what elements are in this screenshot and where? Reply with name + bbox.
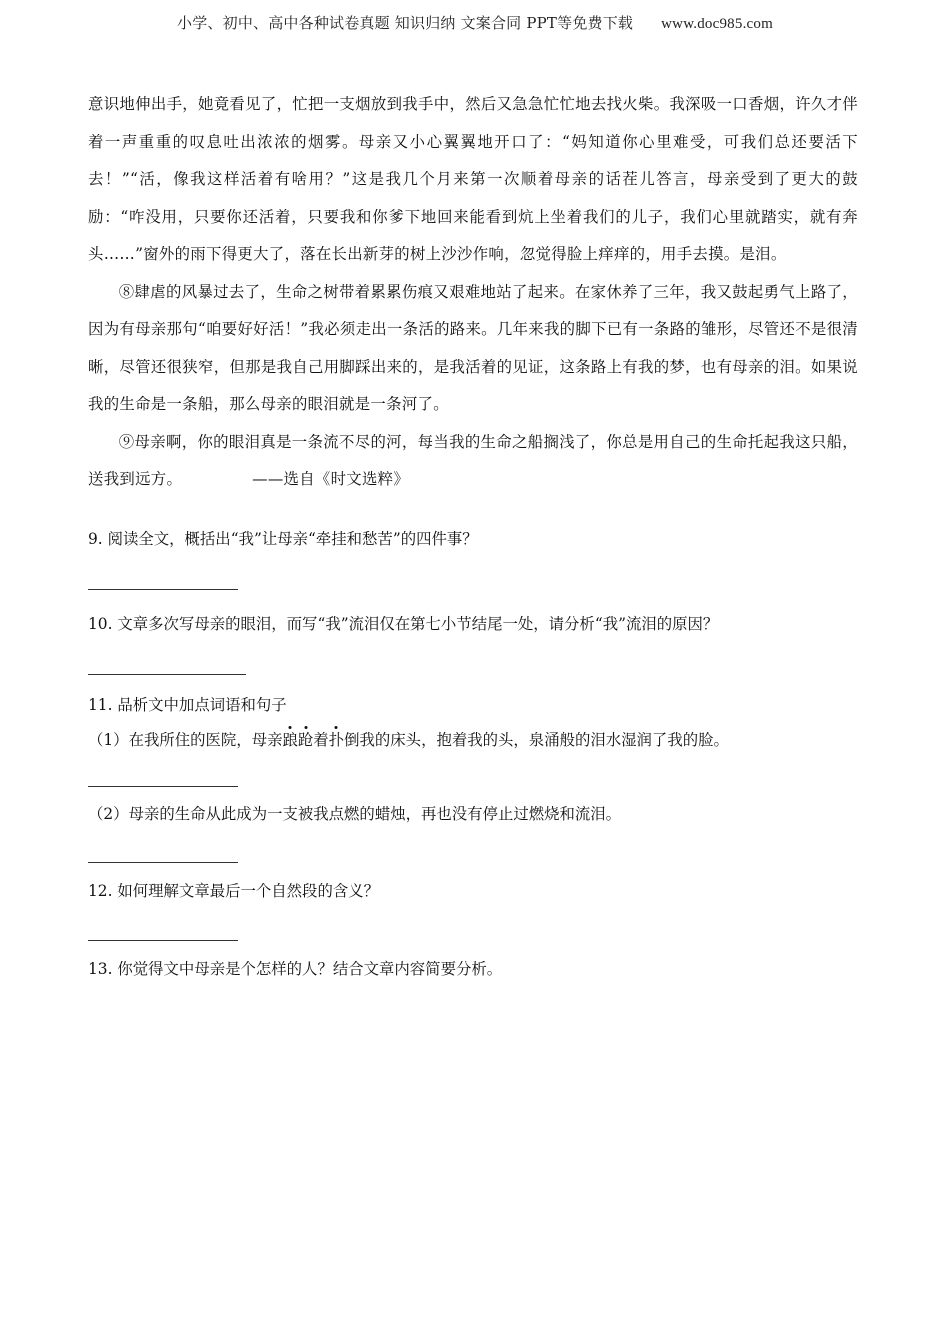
dotted-char-3: 扑: [328, 731, 345, 749]
q11-1-middle: 着: [313, 731, 329, 749]
question-10: 10. 文章多次写母亲的眼泪，而写“我”流泪仅在第七小节结尾一处，请分析“我”流泪的原因？: [88, 615, 719, 633]
reading-passage: [88, 86, 858, 499]
q11-1-suffix: 倒我的床头，抱着我的头，泉涌般的泪水湿润了我的脸。: [344, 731, 729, 749]
page-header: [0, 12, 950, 33]
paragraph-9: [88, 424, 858, 499]
paragraph-7-continued: 意识地伸出手，她竟看见了，忙把一支烟放到我手中，然后又急急忙忙地去找火柴。我深吸一口香烟，许久才伴着一声重重的叹息吐出浓浓的烟雾。母亲又小心翼翼地开口了：“妈知道你心里难受，可我们总还要活下去！”“活，像我这样活着有啥用？”这是我几个月来第一次顺着母亲的话茬儿答言，母亲受到了更大的鼓励：“咋没用，只要你还活着，只要我和你爹下地回来能看到炕上坐着我们的儿子，我们心里就踏实，就有奔头……”窗外的雨下得更大了，落在长出新芽的树上沙沙作响，忽觉得脸上痒痒的，用手去摸。是泪。: [88, 95, 858, 263]
dotted-char-2: 跄: [297, 731, 314, 749]
paragraph-8: ⑧肆虐的风暴过去了，生命之树带着累累伤痕又艰难地站了起来。在家休养了三年，我又鼓起勇气上路了，因为有母亲那句“咱要好好活！”我必须走出一条活的路来。几年来我的脚下已有一条路的雏形，尽管还不是很清晰，尽管还很狭窄，但那是我自己用脚踩出来的，是我活着的见证，这条路上有我的梦，也有母亲的泪。如果说我的生命是一条船，那么母亲的眼泪就是一条河了。: [88, 282, 858, 413]
question-11-part-1: [88, 727, 858, 753]
question-11-part-2: （2）母亲的生命从此成为一支被我点燃的蜡烛，再也没有停止过燃烧和流泪。: [88, 805, 622, 823]
question-9: 9. 阅读全文，概括出“我”让母亲“牵挂和愁苦”的四件事？: [88, 530, 478, 548]
question-11: 11. 品析文中加点词语和句子: [88, 696, 287, 714]
passage-source: ——选自《时文选粹》: [252, 470, 410, 488]
question-12: 12. 如何理解文章最后一个自然段的含义？: [88, 882, 380, 900]
header-site-link[interactable]: www.doc985.com: [661, 16, 773, 32]
question-section: [88, 526, 858, 982]
q11-1-prefix: （1）在我所住的医院，母亲: [88, 731, 283, 749]
dotted-char-1: 踉: [282, 731, 298, 749]
question-13: 13. 你觉得文中母亲是个怎样的人？结合文章内容简要分析。: [88, 960, 503, 978]
paragraph-9-text: ⑨母亲啊，你的眼泪真是一条流不尽的河，每当我的生命之船搁浅了，你总是用自己的生命托起我这只船，送我到远方。: [88, 432, 858, 488]
header-text: 小学、初中、高中各种试卷真题 知识归纳 文案合同 PPT等免费下载: [177, 14, 634, 32]
